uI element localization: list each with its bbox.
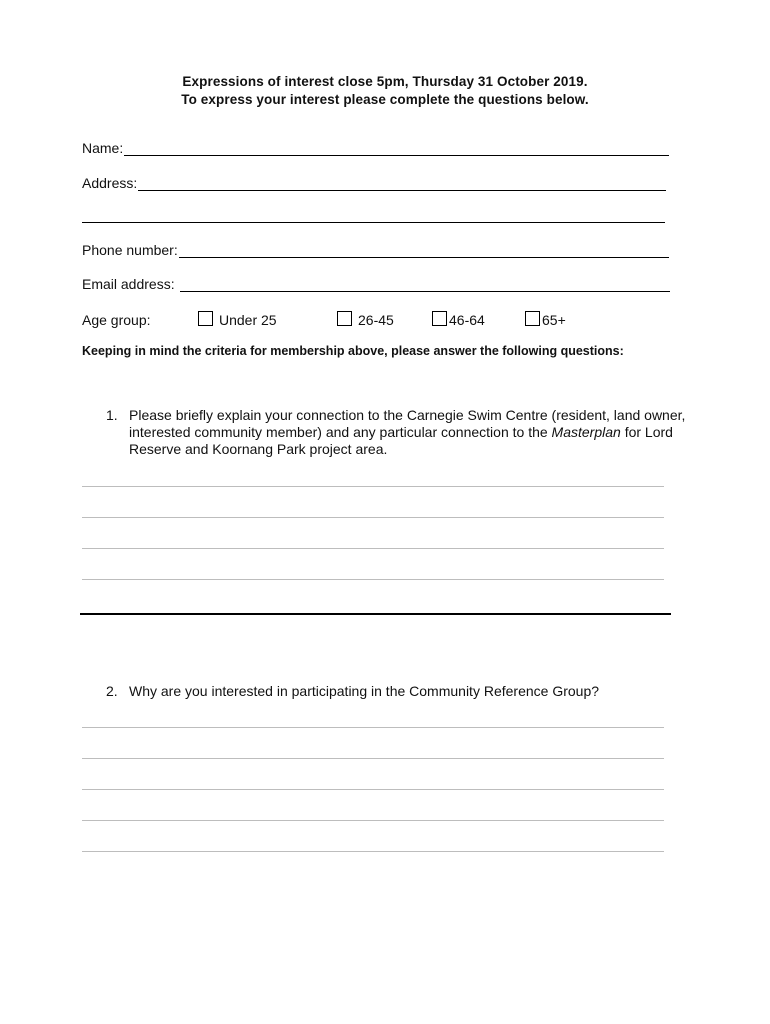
age-option-label: 65+ bbox=[542, 312, 566, 328]
email-label: Email address: bbox=[82, 276, 175, 292]
age-option-under-25[interactable] bbox=[198, 309, 277, 328]
age-group-label: Age group: bbox=[82, 312, 151, 328]
answer-1-line[interactable] bbox=[82, 579, 664, 580]
question-text-part: for Lord Reserve and Koornang Park project area. bbox=[129, 424, 673, 457]
answer-1-line[interactable] bbox=[82, 517, 664, 518]
answer-1-bottom-rule[interactable] bbox=[80, 613, 671, 615]
age-option-label: Under 25 bbox=[219, 312, 277, 328]
address-input-line[interactable] bbox=[138, 175, 666, 191]
checkbox-under-25[interactable] bbox=[198, 311, 213, 326]
address-label: Address: bbox=[82, 175, 138, 191]
name-input-line[interactable] bbox=[124, 140, 669, 156]
name-field bbox=[82, 136, 669, 156]
instruction-text: To express your interest please complete the questions below. bbox=[181, 92, 589, 107]
answer-2-line[interactable] bbox=[82, 727, 664, 728]
age-option-46-64[interactable] bbox=[432, 309, 485, 328]
answer-1-line[interactable] bbox=[82, 548, 664, 549]
address-field bbox=[82, 171, 666, 191]
question-text bbox=[129, 407, 689, 458]
name-label: Name: bbox=[82, 140, 124, 156]
answer-1-line[interactable] bbox=[82, 486, 664, 487]
phone-input-line[interactable] bbox=[179, 242, 669, 258]
age-option-label: 46-64 bbox=[449, 312, 485, 328]
age-group bbox=[82, 309, 682, 329]
email-input-line[interactable] bbox=[180, 276, 670, 292]
checkbox-26-45[interactable] bbox=[337, 311, 352, 326]
age-option-26-45[interactable] bbox=[337, 309, 394, 328]
question-number: 2. bbox=[106, 683, 118, 699]
question-text-part: Please briefly explain your connection to the Carnegie Swim Centre (resident, land owner, interested community member) and any particular connection to the bbox=[129, 407, 686, 440]
email-field bbox=[82, 272, 670, 292]
answer-2-line[interactable] bbox=[82, 758, 664, 759]
age-option-65-plus[interactable] bbox=[525, 309, 566, 328]
answer-2-line[interactable] bbox=[82, 789, 664, 790]
answer-2-line[interactable] bbox=[82, 851, 664, 852]
answer-2-line[interactable] bbox=[82, 820, 664, 821]
deadline-text: Expressions of interest close 5pm, Thursday 31 October 2019. bbox=[182, 74, 588, 89]
questions-intro: Keeping in mind the criteria for membership above, please answer the following questions: bbox=[82, 344, 624, 358]
phone-field bbox=[82, 238, 669, 258]
question-number: 1. bbox=[106, 407, 118, 423]
checkbox-46-64[interactable] bbox=[432, 311, 447, 326]
address-line-2[interactable] bbox=[82, 222, 665, 223]
form-header bbox=[0, 73, 770, 109]
question-text-italic: Masterplan bbox=[551, 424, 621, 440]
age-option-label: 26-45 bbox=[358, 312, 394, 328]
checkbox-65-plus[interactable] bbox=[525, 311, 540, 326]
phone-label: Phone number: bbox=[82, 242, 178, 258]
question-text: Why are you interested in participating in the Community Reference Group? bbox=[129, 683, 600, 699]
